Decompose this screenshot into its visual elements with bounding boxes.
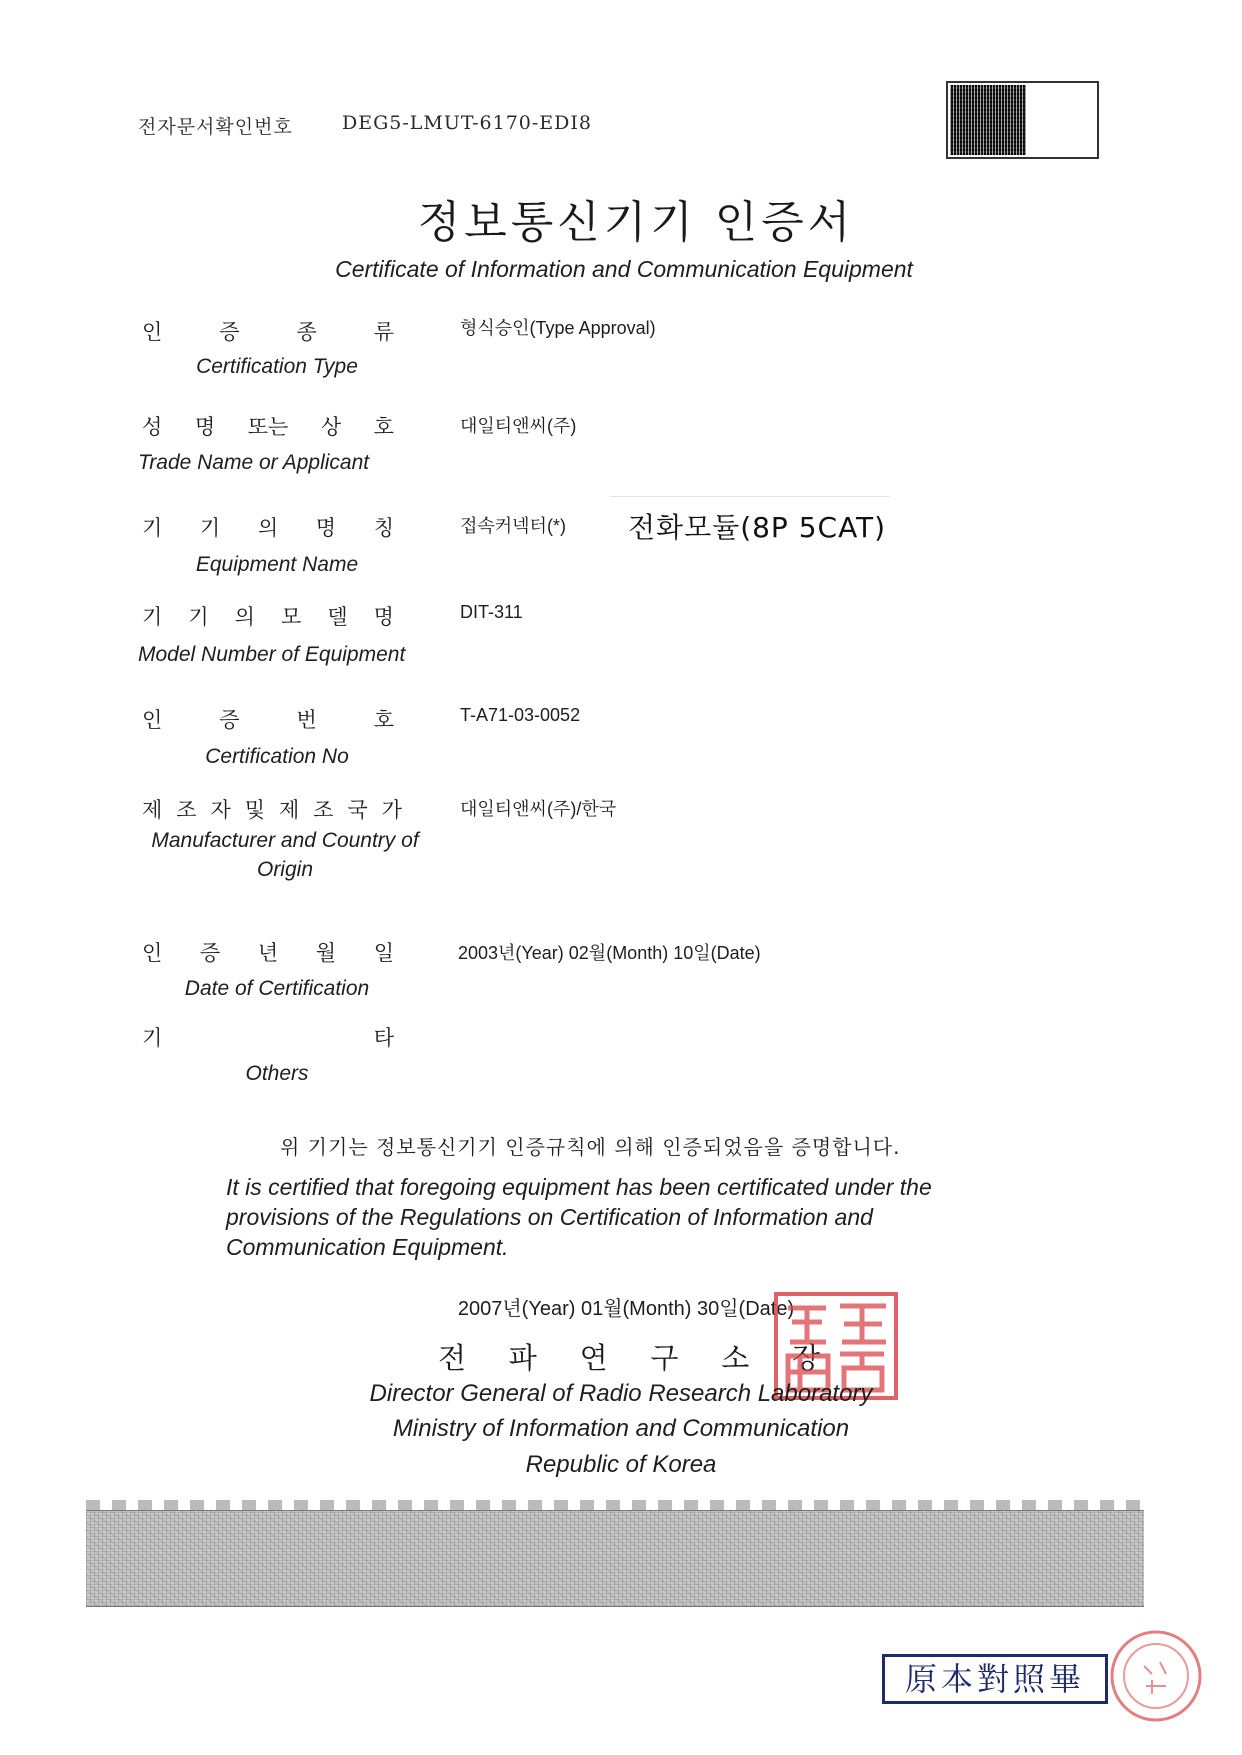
label-char: 기 bbox=[142, 1026, 163, 1050]
label-char: 상 bbox=[320, 415, 342, 439]
label-char: 호 bbox=[373, 415, 394, 439]
label-char: 증 bbox=[199, 941, 221, 965]
label-char: 또는 bbox=[247, 415, 289, 439]
field-label-equipment-name-en: Equipment Name bbox=[195, 553, 359, 576]
label-char: 조 bbox=[313, 798, 334, 822]
field-value-model-number: DIT-311 bbox=[460, 602, 523, 622]
field-label-others-en: Others bbox=[245, 1062, 309, 1085]
issue-date: 2007년(Year) 01월(Month) 30일(Date) bbox=[457, 1298, 795, 1320]
document-number-label: 전자문서확인번호 bbox=[138, 116, 293, 138]
label-char: 호 bbox=[373, 708, 394, 732]
label-char: 칭 bbox=[373, 516, 394, 540]
director-char: 전 bbox=[438, 1341, 467, 1375]
label-char: 의 bbox=[257, 516, 279, 540]
page-title-korean: 정보통신기기 인증서 bbox=[417, 197, 855, 248]
label-char: 기 bbox=[142, 605, 163, 629]
field-label-certification-date-en: Date of Certification bbox=[184, 977, 370, 1000]
director-char: 파 bbox=[508, 1341, 537, 1375]
original-verified-stamp: 原本對照畢 bbox=[882, 1654, 1108, 1704]
label-char: 인 bbox=[142, 941, 163, 965]
certification-statement-ko: 위 기기는 정보통신기기 인증규칙에 의해 인증되었음을 증명합니다. bbox=[280, 1135, 901, 1159]
label-char: 모 bbox=[280, 605, 302, 629]
label-char: 년 bbox=[257, 941, 279, 965]
label-char: 인 bbox=[142, 320, 163, 344]
scan-noise-line bbox=[86, 1500, 1144, 1510]
label-char: 국 bbox=[347, 798, 368, 822]
label-char: 명 bbox=[373, 605, 394, 629]
page-title-english: Certificate of Information and Communication Equipment bbox=[335, 256, 913, 282]
director-line-2: Ministry of Information and Communication bbox=[392, 1415, 850, 1442]
label-char: 번 bbox=[296, 708, 317, 732]
label-char: 의 bbox=[234, 605, 255, 629]
certification-statement-en: It is certified that foregoing equipment has been certificated under the provisions of the Regulations on Certification of Information and Communication Equipment. bbox=[226, 1174, 932, 1260]
label-char: 기 bbox=[199, 516, 221, 540]
label-char: 일 bbox=[373, 941, 394, 965]
label-char: 델 bbox=[327, 605, 348, 629]
barcode-pattern-overlay bbox=[950, 85, 1026, 155]
field-label-manufacturer-en: Manufacturer and Country of Origin bbox=[151, 829, 419, 881]
field-value-certification-type: 형식승인(Type Approval) bbox=[460, 318, 656, 338]
field-value-manufacturer: 대일티앤씨(주)/한국 bbox=[460, 799, 617, 819]
label-char: 증 bbox=[219, 320, 240, 344]
field-label-others-ko bbox=[142, 1022, 394, 1052]
label-char: 성 bbox=[142, 415, 163, 439]
label-char: 명 bbox=[194, 415, 216, 439]
label-char: 및 bbox=[244, 798, 265, 822]
label-char: 류 bbox=[373, 320, 394, 344]
director-char: 소 bbox=[721, 1341, 750, 1375]
label-char: 명 bbox=[315, 516, 337, 540]
field-label-trade-name-ko bbox=[142, 411, 394, 441]
field-label-certification-type-ko bbox=[142, 316, 394, 346]
field-label-trade-name-en: Trade Name or Applicant bbox=[138, 451, 370, 474]
field-value-equipment-name-extra: 전화모듈(8P 5CAT) bbox=[628, 511, 887, 544]
field-label-model-number-ko bbox=[142, 601, 394, 631]
field-label-certification-type-en: Certification Type bbox=[196, 355, 358, 378]
label-char: 인 bbox=[142, 708, 163, 732]
label-char: 기 bbox=[142, 516, 163, 540]
label-char: 제 bbox=[278, 798, 300, 822]
label-char: 가 bbox=[381, 798, 402, 822]
field-label-model-number-en: Model Number of Equipment bbox=[138, 643, 406, 666]
label-char: 증 bbox=[219, 708, 240, 732]
label-char: 조 bbox=[176, 798, 197, 822]
label-char: 종 bbox=[296, 320, 317, 344]
document-number-value: DEG5-LMUT-6170-EDI8 bbox=[342, 112, 592, 134]
field-value-trade-name: 대일티앤씨(주) bbox=[460, 416, 577, 436]
field-label-manufacturer-ko bbox=[142, 794, 402, 824]
director-title-ko bbox=[438, 1336, 820, 1377]
label-char: 자 bbox=[210, 798, 231, 822]
label-char: 제 bbox=[142, 798, 163, 822]
field-label-certification-no-en: Certification No bbox=[205, 745, 349, 768]
director-line-1: Director General of Radio Research Laboratory bbox=[369, 1380, 873, 1407]
field-label-equipment-name-ko bbox=[142, 512, 394, 542]
round-seal-icon bbox=[1108, 1628, 1204, 1724]
label-char: 기 bbox=[188, 605, 209, 629]
divider bbox=[610, 496, 890, 497]
field-label-certification-date-ko bbox=[142, 937, 394, 967]
field-value-equipment-name: 접속커넥터(*) bbox=[460, 516, 566, 536]
security-pattern-band bbox=[86, 1510, 1144, 1607]
barcode-icon bbox=[946, 81, 1099, 159]
director-char: 연 bbox=[579, 1341, 608, 1375]
field-label-certification-no-ko bbox=[142, 704, 394, 734]
director-line-3: Republic of Korea bbox=[525, 1451, 717, 1478]
field-value-certification-date: 2003년(Year) 02월(Month) 10일(Date) bbox=[458, 943, 761, 963]
label-char: 월 bbox=[315, 941, 337, 965]
label-char: 타 bbox=[373, 1026, 394, 1050]
director-char: 장 bbox=[791, 1341, 820, 1375]
field-value-certification-no: T-A71-03-0052 bbox=[460, 705, 581, 725]
director-char: 구 bbox=[650, 1341, 679, 1375]
